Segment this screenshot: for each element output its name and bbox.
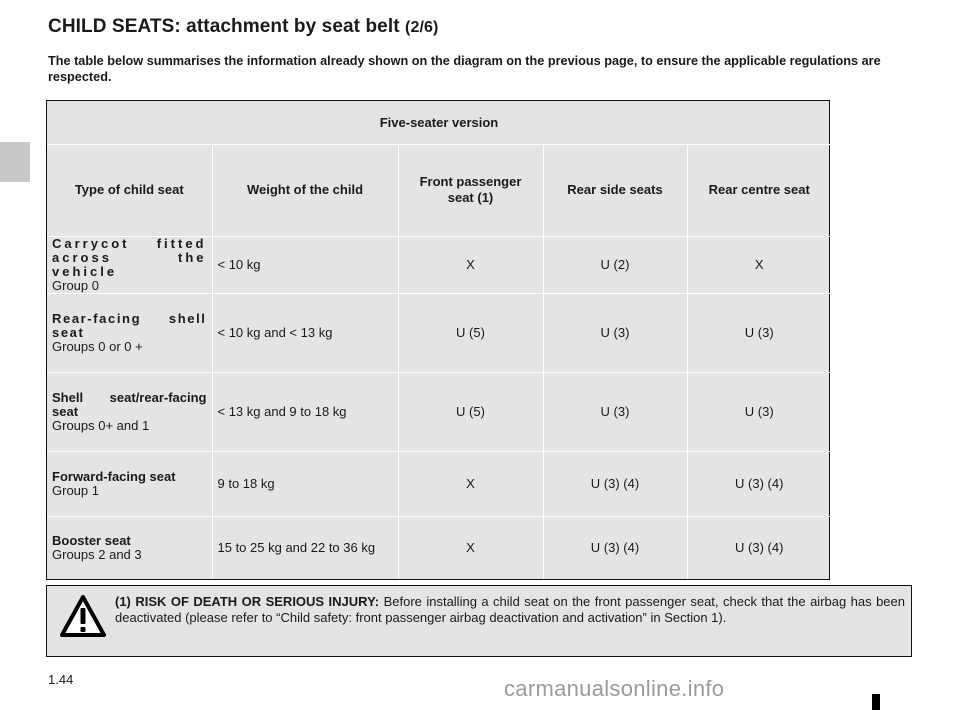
child-seat-table <box>46 100 830 580</box>
cell-rear-centre: U (3) <box>687 373 831 452</box>
warning-triangle-icon <box>59 594 107 638</box>
col-header-rear-centre: Rear centre seat <box>687 145 831 236</box>
cell-weight <box>212 516 398 579</box>
intro-paragraph: The table below summarises the information already shown on the diagram on the previous page, to ensure the applicable regulations are respected. <box>48 54 881 84</box>
col-header-front <box>398 145 543 236</box>
table-version-header: Five-seater version <box>47 101 831 145</box>
page-title <box>48 16 438 38</box>
seat-group: Groups 0+ and 1 <box>52 418 150 434</box>
page-number: 1.44 <box>48 672 74 687</box>
cell-weight: < 10 kg and < 13 kg <box>212 293 398 372</box>
seat-group: Group 1 <box>52 483 99 499</box>
warning-bold: (1) RISK OF DEATH OR SERIOUS INJURY: <box>115 594 380 609</box>
cell-rear-side: U (2) <box>543 236 687 293</box>
cell-rear-side: U (3) <box>543 293 687 372</box>
cell-front: X <box>398 236 543 293</box>
table-row <box>47 373 831 452</box>
table-row <box>47 236 831 293</box>
warning-body: Before installing a child seat on the front passenger seat, check that the airbag has been deactivated (please refer to “Child safety: front passenger airbag deactivation and activation” in Section 1). <box>115 594 905 625</box>
cell-rear-centre: U (3) (4) <box>687 452 831 516</box>
cell-rear-centre: X <box>687 236 831 293</box>
cell-weight: < 10 kg <box>212 236 398 293</box>
table-row <box>47 516 831 579</box>
cell-front: U (5) <box>398 293 543 372</box>
cell-weight: < 13 kg and 9 to 18 kg <box>212 373 398 452</box>
seat-group: Groups 0 or 0 + <box>52 338 143 354</box>
col-header-rear-side: Rear side seats <box>543 145 687 236</box>
table-row <box>47 293 831 372</box>
chapter-tab <box>0 142 30 182</box>
cell-type <box>47 236 212 293</box>
cell-front: X <box>398 516 543 579</box>
cell-rear-side: U (3) (4) <box>543 452 687 516</box>
page-indicator: (2/6) <box>405 19 439 36</box>
warning-box <box>46 585 912 657</box>
weight-text: 15 to 25 kg and 22 to 36 kg <box>217 539 376 555</box>
cell-rear-centre: U (3) (4) <box>687 516 831 579</box>
col-header-type: Type of child seat <box>47 145 212 236</box>
corner-mark <box>872 694 880 710</box>
seat-type: Forward-facing seat <box>52 469 176 485</box>
cell-weight: 9 to 18 kg <box>212 452 398 516</box>
seat-type: Shell seat/rear-facing seat <box>52 390 207 420</box>
cell-rear-side: U (3) <box>543 373 687 452</box>
cell-type <box>47 516 212 579</box>
seat-group: Groups 2 and 3 <box>52 546 142 562</box>
cell-type <box>47 373 212 452</box>
cell-type <box>47 452 212 516</box>
cell-front: U (5) <box>398 373 543 452</box>
seat-type: Carrycot fitted across the vehicle <box>52 235 207 279</box>
cell-front: X <box>398 452 543 516</box>
cell-rear-centre: U (3) <box>687 293 831 372</box>
cell-type <box>47 293 212 372</box>
seat-type: Rear-facing shell seat <box>52 310 207 340</box>
seat-group: Group 0 <box>52 277 99 293</box>
watermark: carmanualsonline.info <box>504 676 725 701</box>
warning-text <box>115 594 905 626</box>
table-row <box>47 452 831 516</box>
seat-type: Booster seat <box>52 532 131 548</box>
cell-rear-side: U (3) (4) <box>543 516 687 579</box>
col-header-weight: Weight of the child <box>212 145 398 236</box>
col-header-front-label: Front passenger seat (1) <box>419 174 522 206</box>
title-text: CHILD SEATS: attachment by seat belt <box>48 16 400 37</box>
